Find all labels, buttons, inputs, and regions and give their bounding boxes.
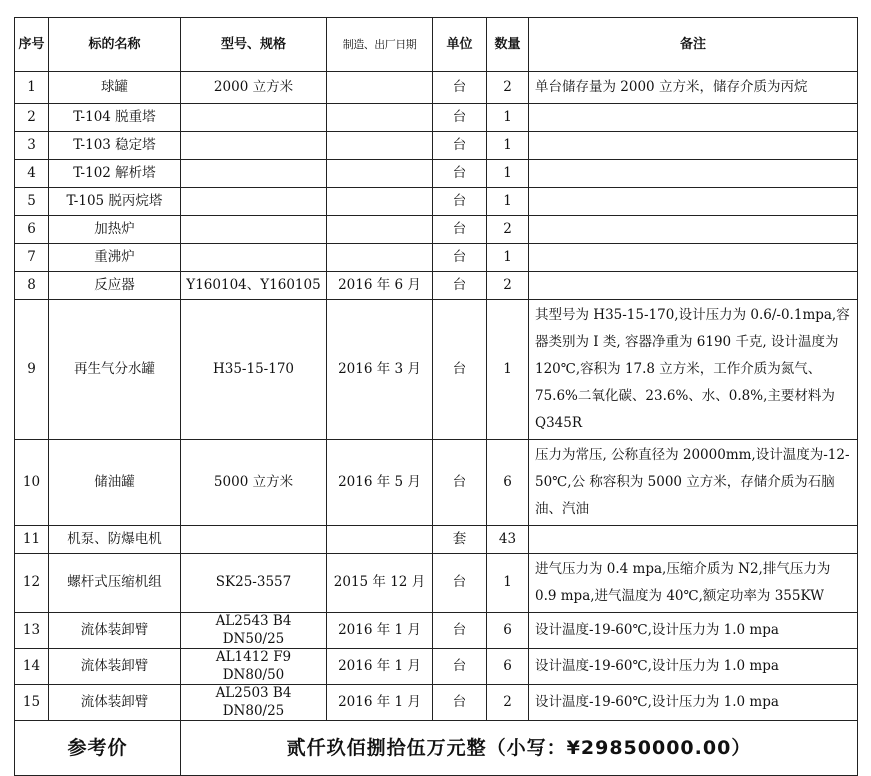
item-unit: 台 <box>433 613 487 649</box>
item-qty: 1 <box>487 104 529 132</box>
item-unit: 台 <box>433 272 487 300</box>
item-qty: 1 <box>487 132 529 160</box>
item-unit: 台 <box>433 685 487 721</box>
item-unit: 台 <box>433 300 487 440</box>
item-remark: 压力为常压, 公称直径为 20000mm,设计温度为-12-50℃,公 称容积为 5000 立方米，存储介质为石脑油、汽油 <box>529 440 858 526</box>
item-unit: 台 <box>433 104 487 132</box>
item-name: 反应器 <box>49 272 181 300</box>
row-index: 7 <box>15 244 49 272</box>
item-qty: 2 <box>487 685 529 721</box>
item-model <box>181 104 327 132</box>
table-row <box>15 526 858 554</box>
item-remark <box>529 272 858 300</box>
row-index: 4 <box>15 160 49 188</box>
row-index: 3 <box>15 132 49 160</box>
header-unit: 单位 <box>433 18 487 72</box>
row-index: 13 <box>15 613 49 649</box>
row-index: 1 <box>15 72 49 104</box>
item-qty: 6 <box>487 649 529 685</box>
reference-price-label: 参考价 <box>15 721 181 776</box>
item-remark <box>529 244 858 272</box>
item-remark <box>529 160 858 188</box>
item-name: 加热炉 <box>49 216 181 244</box>
item-date <box>327 104 433 132</box>
row-index: 9 <box>15 300 49 440</box>
item-model: H35-15-170 <box>181 300 327 440</box>
row-index: 14 <box>15 649 49 685</box>
item-remark <box>529 132 858 160</box>
item-unit: 台 <box>433 554 487 613</box>
item-model: Y160104、Y160105 <box>181 272 327 300</box>
table-row <box>15 132 858 160</box>
item-remark <box>529 526 858 554</box>
table-header-row <box>15 18 858 72</box>
item-name: 流体装卸臂 <box>49 685 181 721</box>
item-date: 2016 年 1 月 <box>327 685 433 721</box>
item-date <box>327 526 433 554</box>
item-date: 2015 年 12 月 <box>327 554 433 613</box>
row-index: 11 <box>15 526 49 554</box>
row-index: 10 <box>15 440 49 526</box>
item-date <box>327 72 433 104</box>
table-row <box>15 613 858 649</box>
item-qty: 2 <box>487 272 529 300</box>
item-name: 再生气分水罐 <box>49 300 181 440</box>
item-name: T-102 解析塔 <box>49 160 181 188</box>
item-qty: 2 <box>487 216 529 244</box>
table-row <box>15 554 858 613</box>
item-date <box>327 244 433 272</box>
item-unit: 台 <box>433 132 487 160</box>
item-date: 2016 年 6 月 <box>327 272 433 300</box>
table-row <box>15 104 858 132</box>
table-row <box>15 188 858 216</box>
item-date: 2016 年 1 月 <box>327 613 433 649</box>
item-qty: 2 <box>487 72 529 104</box>
table-row <box>15 685 858 721</box>
item-date <box>327 160 433 188</box>
item-unit: 台 <box>433 440 487 526</box>
table-row <box>15 244 858 272</box>
row-index: 5 <box>15 188 49 216</box>
row-index: 12 <box>15 554 49 613</box>
header-index: 序号 <box>15 18 49 72</box>
table-row <box>15 216 858 244</box>
item-model: 5000 立方米 <box>181 440 327 526</box>
item-unit: 套 <box>433 526 487 554</box>
item-qty: 6 <box>487 440 529 526</box>
item-model: AL2543 B4 DN50/25 <box>181 613 327 649</box>
item-name: T-104 脱重塔 <box>49 104 181 132</box>
header-remark: 备注 <box>529 18 858 72</box>
item-model <box>181 160 327 188</box>
item-qty: 43 <box>487 526 529 554</box>
header-model: 型号、规格 <box>181 18 327 72</box>
item-remark: 进气压力为 0.4 mpa,压缩介质为 N2,排气压力为 0.9 mpa,进气温度为 40℃,额定功率为 355KW <box>529 554 858 613</box>
row-index: 2 <box>15 104 49 132</box>
item-model: AL2503 B4 DN80/25 <box>181 685 327 721</box>
row-index: 15 <box>15 685 49 721</box>
item-name: 螺杆式压缩机组 <box>49 554 181 613</box>
row-index: 6 <box>15 216 49 244</box>
item-name: 流体装卸臂 <box>49 613 181 649</box>
table-row <box>15 272 858 300</box>
item-date: 2016 年 3 月 <box>327 300 433 440</box>
item-unit: 台 <box>433 188 487 216</box>
table-row <box>15 72 858 104</box>
item-name: 机泵、防爆电机 <box>49 526 181 554</box>
item-remark: 单台储存量为 2000 立方米，储存介质为丙烷 <box>529 72 858 104</box>
item-date: 2016 年 5 月 <box>327 440 433 526</box>
header-name: 标的名称 <box>49 18 181 72</box>
item-unit: 台 <box>433 72 487 104</box>
item-name: 重沸炉 <box>49 244 181 272</box>
item-date <box>327 132 433 160</box>
item-remark <box>529 188 858 216</box>
item-qty: 1 <box>487 188 529 216</box>
item-remark <box>529 104 858 132</box>
item-date <box>327 188 433 216</box>
item-remark: 设计温度-19-60℃,设计压力为 1.0 mpa <box>529 613 858 649</box>
item-model: SK25-3557 <box>181 554 327 613</box>
item-unit: 台 <box>433 160 487 188</box>
item-name: 储油罐 <box>49 440 181 526</box>
table-row <box>15 300 858 440</box>
table-row <box>15 440 858 526</box>
item-qty: 1 <box>487 244 529 272</box>
item-unit: 台 <box>433 244 487 272</box>
item-date <box>327 216 433 244</box>
item-qty: 6 <box>487 613 529 649</box>
item-model <box>181 216 327 244</box>
item-model <box>181 132 327 160</box>
item-name: T-103 稳定塔 <box>49 132 181 160</box>
item-date: 2016 年 1 月 <box>327 649 433 685</box>
asset-table-sheet <box>14 17 857 776</box>
table-row <box>15 160 858 188</box>
item-name: 流体装卸臂 <box>49 649 181 685</box>
item-unit: 台 <box>433 649 487 685</box>
item-name: 球罐 <box>49 72 181 104</box>
item-qty: 1 <box>487 160 529 188</box>
header-date: 制造、出厂日期 <box>327 18 433 72</box>
item-model <box>181 244 327 272</box>
item-qty: 1 <box>487 554 529 613</box>
item-model: 2000 立方米 <box>181 72 327 104</box>
asset-table <box>14 17 858 776</box>
item-remark: 其型号为 H35-15-170,设计压力为 0.6/-0.1mpa,容器类别为 I 类, 容器净重为 6190 千克, 设计温度为 120℃,容积为 17.8 立方米，工作介质为氮气、75.6%二氧化碳、23.6%、水、0.8%,主要材料为 Q345R <box>529 300 858 440</box>
item-name: T-105 脱丙烷塔 <box>49 188 181 216</box>
item-model <box>181 188 327 216</box>
item-remark <box>529 216 858 244</box>
item-model: AL1412 F9 DN80/50 <box>181 649 327 685</box>
table-row <box>15 649 858 685</box>
item-remark: 设计温度-19-60℃,设计压力为 1.0 mpa <box>529 685 858 721</box>
item-unit: 台 <box>433 216 487 244</box>
reference-price-value: 贰仟玖佰捌拾伍万元整（小写：¥29850000.00） <box>181 721 858 776</box>
table-footer-row <box>15 721 858 776</box>
item-qty: 1 <box>487 300 529 440</box>
row-index: 8 <box>15 272 49 300</box>
item-remark: 设计温度-19-60℃,设计压力为 1.0 mpa <box>529 649 858 685</box>
item-model <box>181 526 327 554</box>
header-qty: 数量 <box>487 18 529 72</box>
